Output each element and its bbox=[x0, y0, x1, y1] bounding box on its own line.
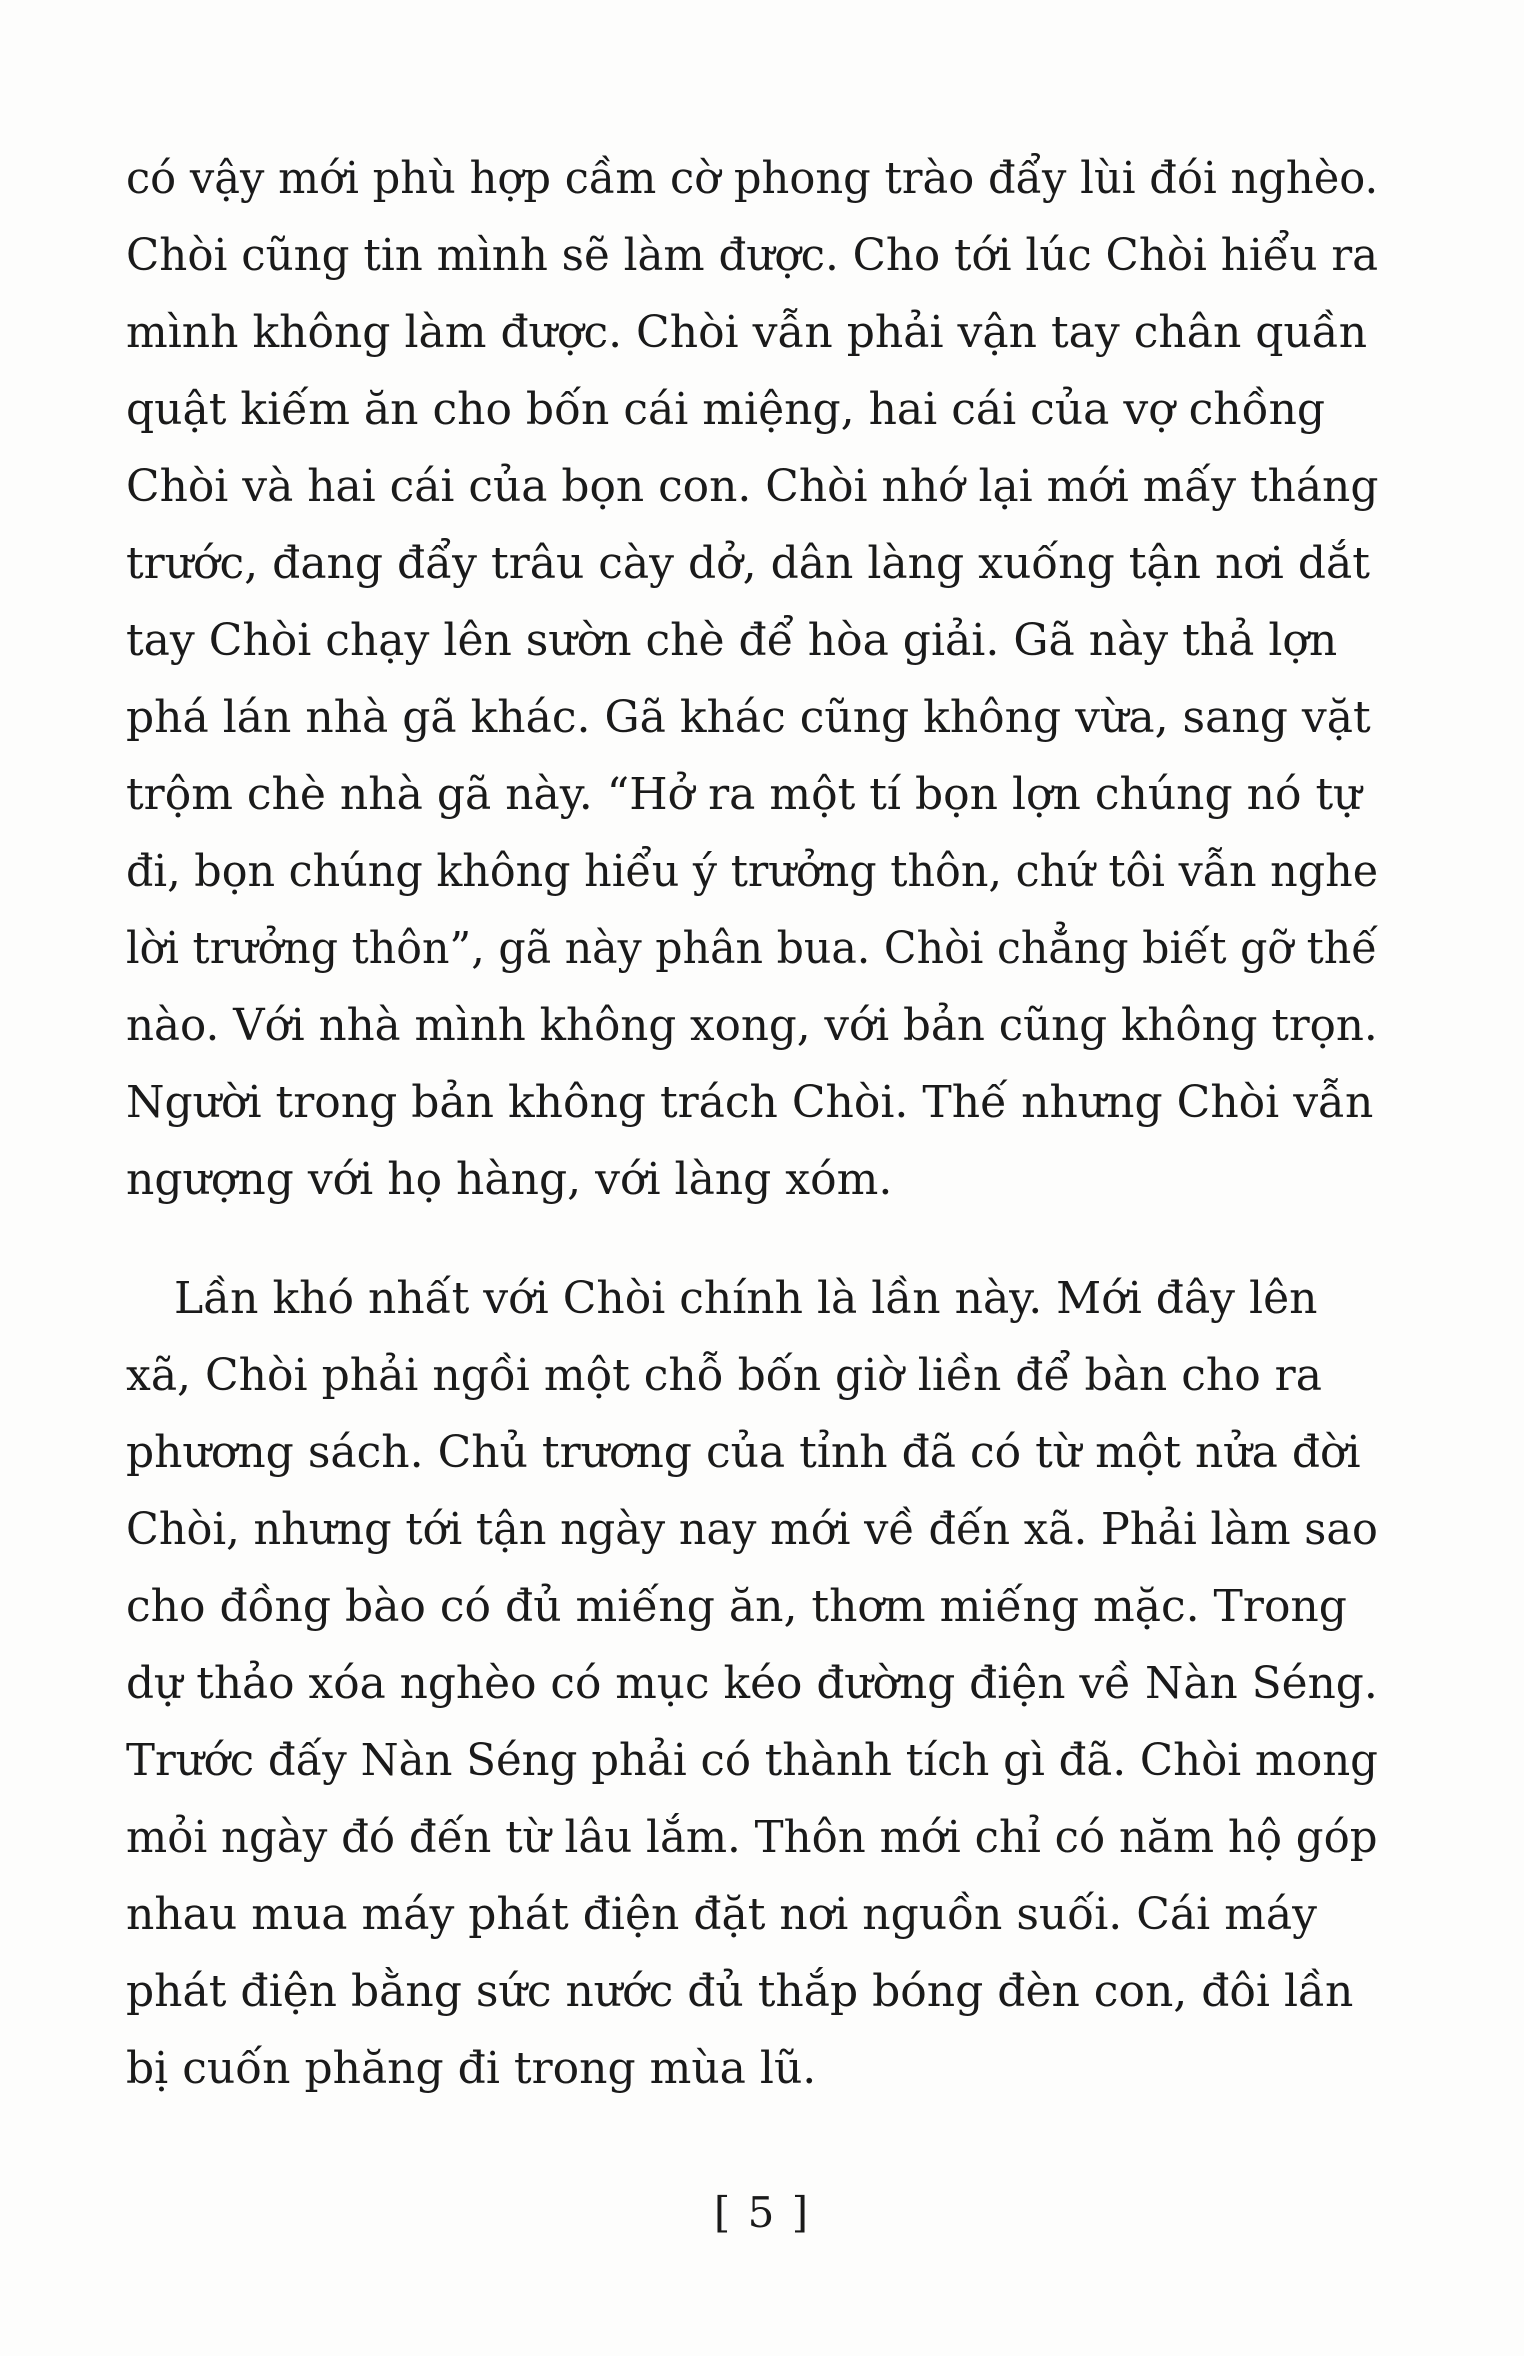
text-line: tay Chòi chạy lên sườn chè để hòa giải. Gã này thả lợn bbox=[126, 615, 1338, 666]
text-line: trộm chè nhà gã này. “Hở ra một tí bọn lợn chúng nó tự bbox=[126, 769, 1362, 820]
text-line: đi, bọn chúng không hiểu ý trưởng thôn, chứ tôi vẫn nghe bbox=[126, 846, 1379, 897]
text-line: nhau mua máy phát điện đặt nơi nguồn suối. Cái máy bbox=[126, 1889, 1318, 1940]
text-line: trước, đang đẩy trâu cày dở, dân làng xuống tận nơi dắt bbox=[126, 538, 1370, 589]
text-line: ngượng với họ hàng, với làng xóm. bbox=[126, 1154, 893, 1205]
text-line: xã, Chòi phải ngồi một chỗ bốn giờ liền để bàn cho ra bbox=[126, 1350, 1322, 1401]
text-line: Chòi, nhưng tới tận ngày nay mới về đến xã. Phải làm sao bbox=[126, 1504, 1378, 1555]
text-line: lời trưởng thôn”, gã này phân bua. Chòi chẳng biết gỡ thế bbox=[126, 923, 1378, 974]
text-line: cho đồng bào có đủ miếng ăn, thơm miếng mặc. Trong bbox=[126, 1581, 1347, 1632]
text-line: Chòi cũng tin mình sẽ làm được. Cho tới lúc Chòi hiểu ra bbox=[126, 230, 1379, 281]
text-line: Trước đấy Nàn Séng phải có thành tích gì đã. Chòi mong bbox=[126, 1735, 1378, 1786]
text-line: mình không làm được. Chòi vẫn phải vận tay chân quần bbox=[126, 307, 1368, 358]
text-line: nào. Với nhà mình không xong, với bản cũng không trọn. bbox=[126, 1000, 1378, 1051]
text-line: Người trong bản không trách Chòi. Thế nhưng Chòi vẫn bbox=[126, 1077, 1374, 1128]
text-line: phá lán nhà gã khác. Gã khác cũng không vừa, sang vặt bbox=[126, 692, 1371, 743]
text-line: Chòi và hai cái của bọn con. Chòi nhớ lại mới mấy tháng bbox=[126, 461, 1379, 512]
text-line: có vậy mới phù hợp cầm cờ phong trào đẩy lùi đói nghèo. bbox=[126, 153, 1379, 204]
text-line: mỏi ngày đó đến từ lâu lắm. Thôn mới chỉ có năm hộ góp bbox=[126, 1812, 1378, 1863]
text-line: phương sách. Chủ trương của tỉnh đã có từ một nửa đời bbox=[126, 1427, 1361, 1478]
text-line: dự thảo xóa nghèo có mục kéo đường điện về Nàn Séng. bbox=[126, 1658, 1378, 1709]
text-line: bị cuốn phăng đi trong mùa lũ. bbox=[126, 2043, 817, 2094]
text-line: quật kiếm ăn cho bốn cái miệng, hai cái của vợ chồng bbox=[126, 384, 1326, 435]
text-line: Lần khó nhất với Chòi chính là lần này. Mới đây lên bbox=[174, 1273, 1318, 1324]
text-line: phát điện bằng sức nước đủ thắp bóng đèn con, đôi lần bbox=[126, 1966, 1354, 2017]
page-number: [ 5 ] bbox=[713, 2188, 811, 2237]
